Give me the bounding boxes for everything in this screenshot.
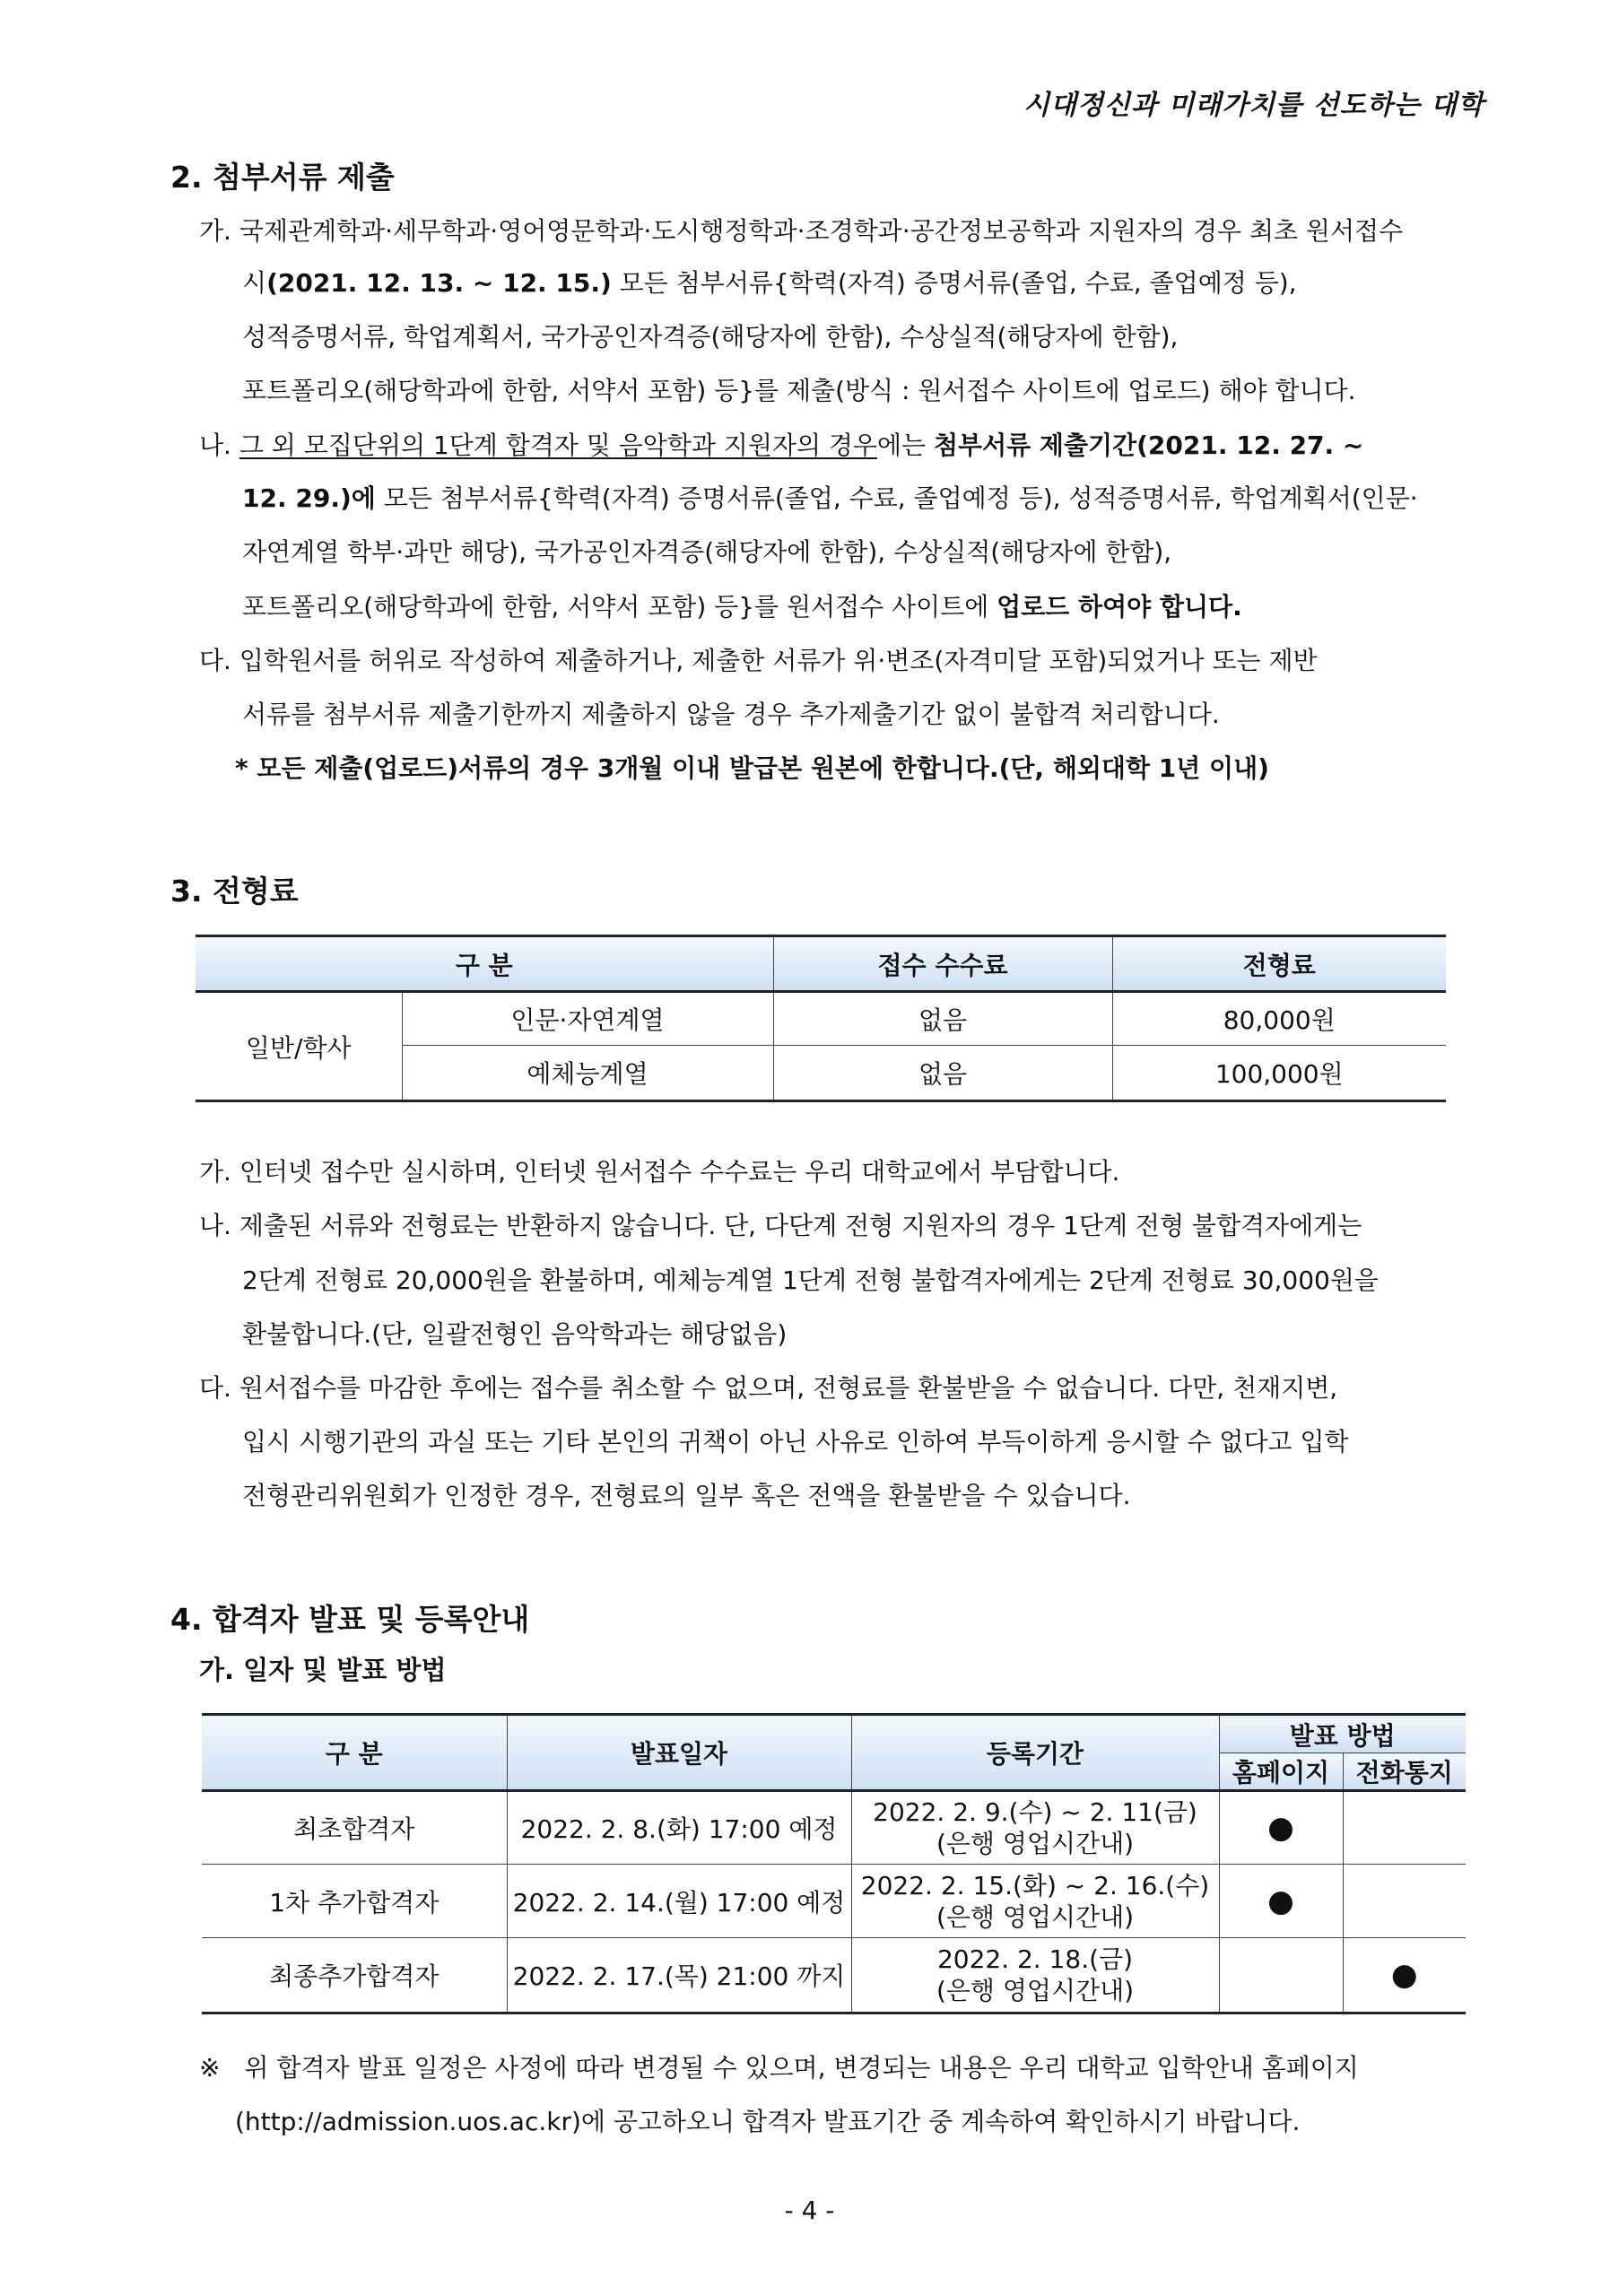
- s3-ga-line-1: [199, 1157, 1120, 1187]
- s3-na-marker: 나.: [199, 1211, 231, 1240]
- ann-row-3-phone: ●: [1343, 1938, 1466, 2013]
- ann-header-method: 발표 방법: [1219, 1715, 1466, 1753]
- s3-da-line-2: 입시 시행기관의 과실 또는 기타 본인의 귀책이 아닌 사유로 인하여 부득이하게 응시할 수 없다고 입학: [242, 1427, 1349, 1457]
- s2-ga-text-1: 국제관계학과·세무학과·영어영문학과·도시행정학과·조경학과·공간정보공학과 지원자의 경우 최초 원서접수: [239, 216, 1404, 246]
- s2-ga-text-2a: 시: [242, 268, 267, 298]
- s2-da-text-1: 입학원서를 허위로 작성하여 제출하거나, 제출한 서류가 위·변조(자격미달 포함)되었거나 또는 제반: [239, 646, 1318, 675]
- s2-na-text-2: 모든 첨부서류{학력(자격) 증명서류(졸업, 수료, 졸업예정 등), 성적증명서류, 학업계획서(인문·: [375, 483, 1418, 513]
- university-motto: 시대정신과 미래가치를 선도하는 대학: [1023, 90, 1484, 121]
- ann-row-2-period: [851, 1865, 1219, 1938]
- s2-ga-text-2c: 모든 첨부서류{학력(자격) 증명서류(졸업, 수료, 졸업예정 등),: [611, 268, 1297, 298]
- s2-na-line-4: [242, 592, 1242, 622]
- s3-da-line-1: [199, 1373, 1338, 1403]
- ann-row-3-category: 최종추가합격자: [202, 1938, 507, 2013]
- s2-ga-line-3: 성적증명서류, 학업계획서, 국가공인자격증(해당자에 한함), 수상실적(해당자에 한함),: [242, 322, 1179, 352]
- ann-row-3-period: [851, 1938, 1219, 2013]
- s2-ga-line-1: [199, 216, 1404, 246]
- announcement-table: [202, 1713, 1466, 2014]
- ann-row-2-category: 1차 추가합격자: [202, 1865, 507, 1938]
- s2-ga-period: (2021. 12. 13. ~ 12. 15.): [266, 268, 612, 298]
- s4-note-marker: ※: [199, 2053, 221, 2083]
- s2-na-line-3: 자연계열 학부·과만 해당), 국가공인자격증(해당자에 한함), 수상실적(해당자에 한함),: [242, 537, 1172, 567]
- ann-row-1-period-dates: 2022. 2. 9.(수) ~ 2. 11(금): [873, 1797, 1197, 1827]
- ann-row-3-date: 2022. 2. 17.(목) 21:00 까지: [507, 1938, 851, 2013]
- ann-header-homepage: 홈페이지: [1219, 1753, 1343, 1791]
- s2-na-bold-period: 첨부서류 제출기간(2021. 12. 27. ~: [933, 430, 1364, 460]
- section-2-title: 2. 첨부서류 제출: [170, 160, 395, 195]
- fee-row-2-fee: 없음: [773, 1046, 1112, 1101]
- fee-header-category: 구 분: [196, 936, 773, 992]
- s4-note-line-2: (http://admission.uos.ac.kr)에 공고하오니 합격자 발표기간 중 계속하여 확인하시기 바랍니다.: [235, 2107, 1301, 2136]
- s3-na-line-1: [199, 1213, 1362, 1239]
- section-4-title: 4. 합격자 발표 및 등록안내: [170, 1602, 530, 1637]
- page-number: - 4 -: [784, 2196, 835, 2225]
- ann-header-category: 구 분: [202, 1715, 507, 1791]
- s2-da-line-1: [199, 648, 1318, 674]
- s2-da-marker: 다.: [199, 646, 231, 675]
- fee-row-1-exam: 80,000원: [1112, 992, 1446, 1046]
- s2-ga-line-4: 포트폴리오(해당학과에 한함, 서약서 포함) 등}를 제출(방식 : 원서접수 사이트에 업로드) 해야 합니다.: [242, 376, 1356, 405]
- ann-row-2-phone: [1343, 1865, 1466, 1938]
- ann-row-1-date: 2022. 2. 8.(화) 17:00 예정: [507, 1791, 851, 1865]
- fee-table: [196, 935, 1446, 1102]
- ann-row-1-category: 최초합격자: [202, 1791, 507, 1865]
- ann-row-1-phone: [1343, 1791, 1466, 1865]
- s2-na-text-4: 포트폴리오(해당학과에 한함, 서약서 포함) 등}를 원서접수 사이트에: [242, 592, 997, 622]
- ann-row-3-period-dates: 2022. 2. 18.(금): [936, 1944, 1134, 1974]
- s2-na-underlined: 그 외 모집단위의 1단계 합격자 및 음악학과 지원자의 경우: [239, 430, 877, 460]
- s3-da-marker: 다.: [199, 1373, 231, 1403]
- fee-group-cell: 일반/학사: [196, 992, 402, 1101]
- s2-da-line-2: 서류를 첨부서류 제출기한까지 제출하지 않을 경우 추가제출기간 없이 불합격 처리합니다.: [242, 700, 1220, 729]
- s2-note: * 모든 제출(업로드)서류의 경우 3개월 이내 발급본 원본에 한합니다.(단, 해외대학 1년 이내): [235, 753, 1269, 783]
- s2-na-marker: 나.: [199, 430, 231, 460]
- s2-ga-marker: 가.: [199, 216, 231, 246]
- ann-row-2-period-dates: 2022. 2. 15.(화) ~ 2. 16.(수): [860, 1870, 1210, 1900]
- s3-ga-text-1: 인터넷 접수만 실시하며, 인터넷 원서접수 수수료는 우리 대학교에서 부담합니다.: [239, 1157, 1120, 1187]
- ann-row-1-period: [851, 1791, 1219, 1865]
- s3-na-text-1: 제출된 서류와 전형료는 반환하지 않습니다. 단, 다단계 전형 지원자의 경우 1단계 전형 불합격자에게는: [239, 1211, 1362, 1240]
- section-3-title: 3. 전형료: [170, 874, 299, 909]
- s2-na-bold-end: 12. 29.)에: [242, 483, 376, 513]
- ann-header-phone: 전화통지: [1343, 1753, 1466, 1791]
- ann-row-3-period-note: (은행 영업시간내): [936, 1976, 1135, 2005]
- ann-row-3-homepage: [1219, 1938, 1343, 2013]
- fee-header-exam: 전형료: [1112, 936, 1446, 992]
- s4-note-line-1: [199, 2053, 1359, 2083]
- ann-row-2-period-note: (은행 영업시간내): [936, 1901, 1135, 1932]
- s3-ga-marker: 가.: [199, 1157, 231, 1187]
- fee-row-1-fee: 없음: [773, 992, 1112, 1046]
- s4-note-text-1: 위 합격자 발표 일정은 사정에 따라 변경될 수 있으며, 변경되는 내용은 우리 대학교 입학안내 홈페이지: [244, 2053, 1359, 2083]
- s2-ga-line-2: [242, 268, 1297, 298]
- s2-na-line-1: [199, 430, 1364, 460]
- fee-row-2-exam: 100,000원: [1112, 1046, 1446, 1101]
- fee-row-1-track: 인문·자연계열: [402, 992, 773, 1046]
- s3-da-line-3: 전형관리위원회가 인정한 경우, 전형료의 일부 혹은 전액을 환불받을 수 있습니다.: [242, 1481, 1131, 1510]
- s3-na-line-2: 2단계 전형료 20,000원을 환불하며, 예체능계열 1단계 전형 불합격자에게는 2단계 전형료 30,000원을: [242, 1265, 1379, 1295]
- section-4-subtitle: 가. 일자 및 발표 방법: [199, 1655, 447, 1685]
- s3-na-line-3: 환불합니다.(단, 일괄전형인 음악학과는 해당없음): [242, 1319, 788, 1349]
- ann-header-period: 등록기간: [851, 1715, 1219, 1791]
- s2-na-plain: 에는: [876, 430, 934, 460]
- ann-row-2-date: 2022. 2. 14.(월) 17:00 예정: [507, 1865, 851, 1938]
- ann-row-2-homepage: ●: [1219, 1865, 1343, 1938]
- ann-header-date: 발표일자: [507, 1715, 851, 1791]
- s2-na-line-2: [242, 483, 1418, 513]
- fee-header-receipt: 접수 수수료: [773, 936, 1112, 992]
- fee-row-2-track: 예체능계열: [402, 1046, 773, 1101]
- ann-row-1-homepage: ●: [1219, 1791, 1343, 1865]
- s2-na-bold-upload: 업로드 하여야 합니다.: [997, 592, 1242, 622]
- s3-da-text-1: 원서접수를 마감한 후에는 접수를 취소할 수 없으며, 전형료를 환불받을 수 없습니다. 다만, 천재지변,: [239, 1373, 1338, 1403]
- ann-row-1-period-note: (은행 영업시간내): [936, 1829, 1135, 1858]
